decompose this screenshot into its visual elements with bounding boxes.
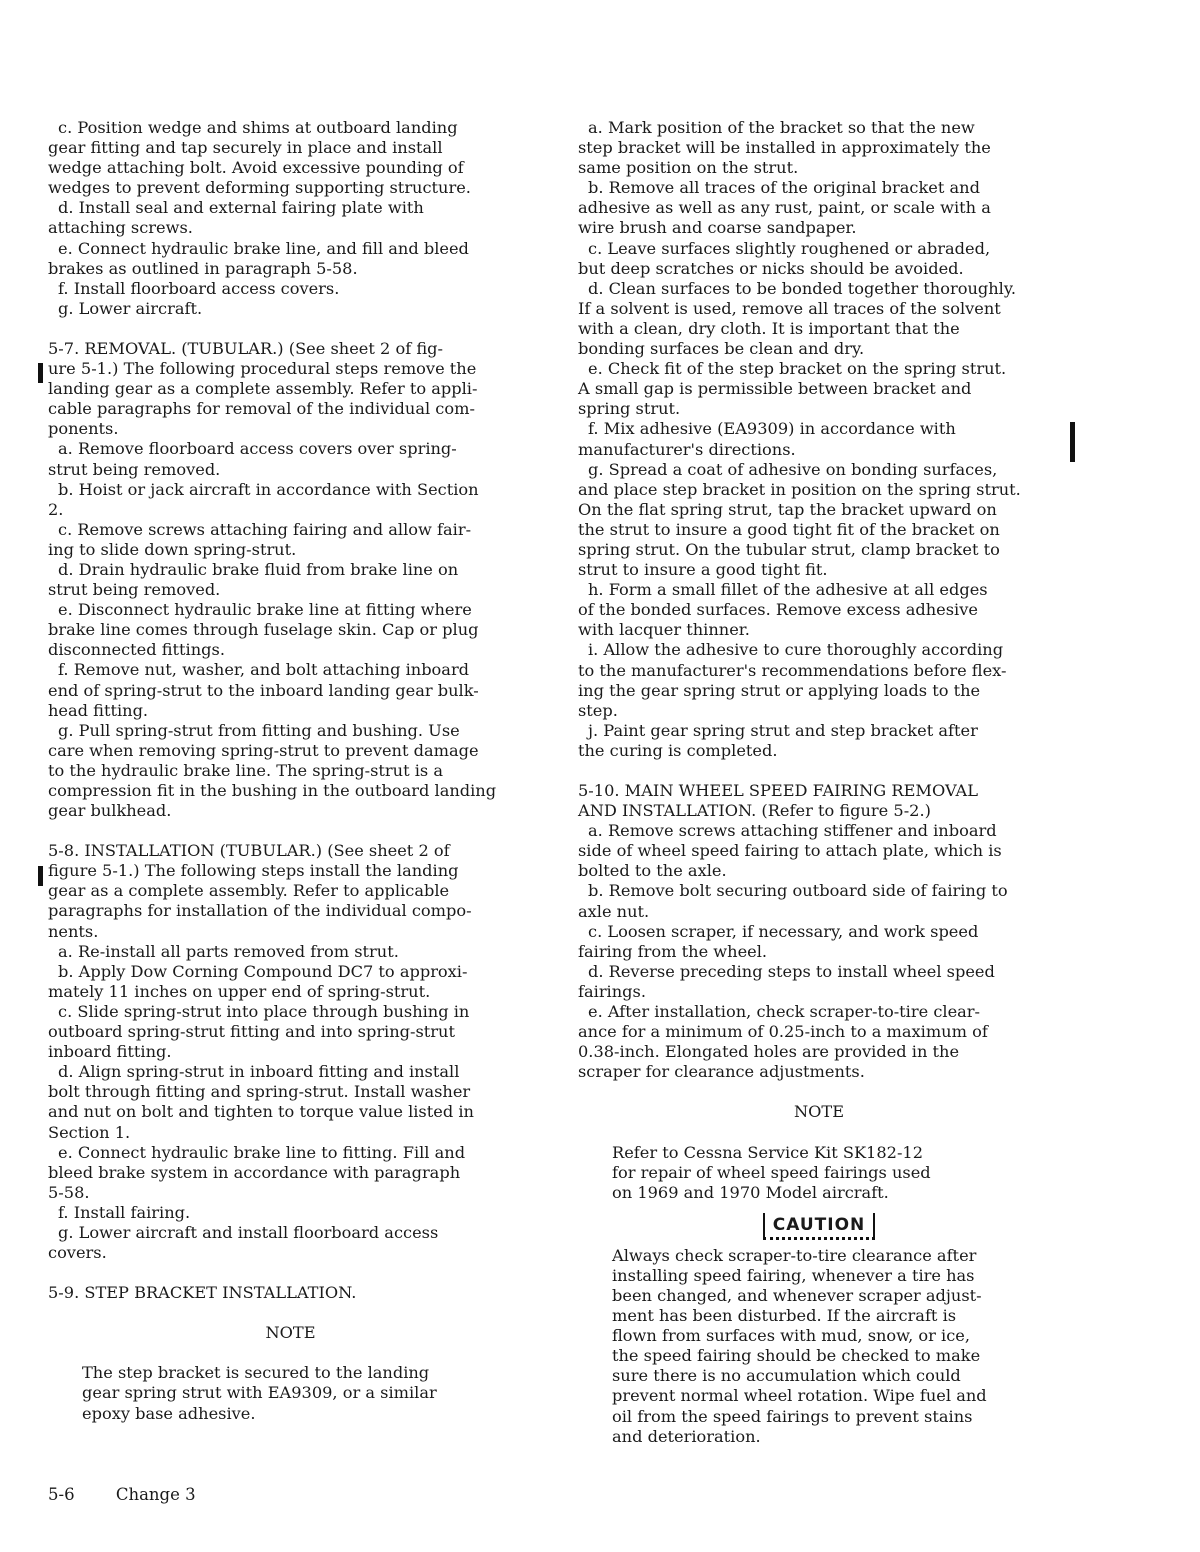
text-line: bleed brake system in accordance with paragraph xyxy=(48,1162,461,1182)
text-line: c. Slide spring-strut into place through bushing in xyxy=(58,1001,470,1021)
text-line: side of wheel speed fairing to attach plate, which is xyxy=(578,841,1002,861)
text-line: j. Paint gear spring strut and step bracket after xyxy=(588,720,978,740)
text-line: manufacturer's directions. xyxy=(578,439,796,459)
note-heading: NOTE xyxy=(265,1323,316,1343)
text-line: with a clean, dry cloth. It is important that the xyxy=(578,318,960,338)
caution-label: CAUTION xyxy=(763,1213,876,1240)
text-line: gear as a complete assembly. Refer to applicable xyxy=(48,881,450,901)
text-line: b. Apply Dow Corning Compound DC7 to approxi- xyxy=(58,961,468,981)
paragraph-gap xyxy=(48,319,533,339)
text-line: e. Connect hydraulic brake line to fitting. Fill and xyxy=(58,1142,466,1162)
text-line: Section 1. xyxy=(48,1122,131,1142)
text-line: 5-8. INSTALLATION (TUBULAR.) (See sheet 2 of xyxy=(48,841,450,861)
text-line: scraper for clearance adjustments. xyxy=(578,1062,865,1082)
text-line: gear bulkhead. xyxy=(48,801,172,821)
text-line: d. Clean surfaces to be bonded together thoroughly. xyxy=(588,278,1016,298)
text-line: inboard fitting. xyxy=(48,1042,172,1062)
text-line: axle nut. xyxy=(578,901,650,921)
paragraph-gap xyxy=(48,1343,533,1363)
text-line: a. Mark position of the bracket so that the new xyxy=(588,118,975,137)
note-text-line: installing speed fairing, whenever a tire has xyxy=(612,1265,975,1285)
page-footer xyxy=(48,1485,232,1504)
text-line: 2. xyxy=(48,499,64,519)
left-column xyxy=(48,118,533,1424)
text-line: ure 5-1.) The following procedural steps remove the xyxy=(48,359,477,379)
note-text-line: sure there is no accumulation which could xyxy=(612,1366,961,1386)
paragraph-gap xyxy=(578,1082,1060,1102)
text-line: strut being removed. xyxy=(48,459,221,479)
text-line: If a solvent is used, remove all traces of the solvent xyxy=(578,298,1001,318)
page-number: 5-6 xyxy=(48,1485,75,1504)
text-line: fairings. xyxy=(578,981,646,1001)
note-text-line: on 1969 and 1970 Model aircraft. xyxy=(612,1182,889,1202)
text-line: b. Remove all traces of the original bracket and xyxy=(588,178,980,198)
text-line: nents. xyxy=(48,921,99,941)
text-line: d. Install seal and external fairing plate with xyxy=(58,198,424,218)
text-line: a. Re-install all parts removed from strut. xyxy=(58,941,399,961)
text-line: g. Lower aircraft and install floorboard access xyxy=(58,1222,439,1242)
text-line: d. Reverse preceding steps to install wheel speed xyxy=(588,961,995,981)
text-line: ponents. xyxy=(48,419,119,439)
text-line: bolt through fitting and spring-strut. Install washer xyxy=(48,1082,471,1102)
text-line: of the bonded surfaces. Remove excess adhesive xyxy=(578,600,978,620)
text-line: bolted to the axle. xyxy=(578,861,727,881)
text-line: g. Spread a coat of adhesive on bonding surfaces, xyxy=(588,459,998,479)
text-line: spring strut. On the tubular strut, clamp bracket to xyxy=(578,539,1000,559)
note-text-line: the speed fairing should be checked to make xyxy=(612,1346,981,1366)
text-line: cable paragraphs for removal of the individual com- xyxy=(48,399,475,419)
text-line: figure 5-1.) The following steps install the landing xyxy=(48,861,459,881)
text-line: g. Lower aircraft. xyxy=(58,298,203,318)
text-line: a. Remove screws attaching stiffener and inboard xyxy=(588,821,997,841)
change-label: Change 3 xyxy=(115,1485,196,1504)
text-line: strut being removed. xyxy=(48,580,221,600)
text-line: 0.38-inch. Elongated holes are provided in the xyxy=(578,1042,960,1062)
text-line: AND INSTALLATION. (Refer to figure 5-2.) xyxy=(578,801,931,821)
text-line: a. Remove floorboard access covers over spring- xyxy=(58,439,457,459)
text-line: e. Disconnect hydraulic brake line at fitting where xyxy=(58,600,472,620)
text-line: adhesive as well as any rust, paint, or scale with a xyxy=(578,198,991,218)
text-line: the strut to insure a good tight fit of the bracket on xyxy=(578,519,1000,539)
note-text-line: for repair of wheel speed fairings used xyxy=(612,1162,931,1182)
text-line: same position on the strut. xyxy=(578,158,799,178)
text-line: landing gear as a complete assembly. Refer to appli- xyxy=(48,379,478,399)
paragraph-gap xyxy=(48,1263,533,1283)
note-text-line: prevent normal wheel rotation. Wipe fuel and xyxy=(612,1386,987,1406)
text-line: f. Install floorboard access covers. xyxy=(58,278,340,298)
text-line: brakes as outlined in paragraph 5-58. xyxy=(48,258,358,278)
text-line: to the manufacturer's recommendations before flex- xyxy=(578,660,1007,680)
note-text-line: been changed, and whenever scraper adjust- xyxy=(612,1285,982,1305)
paragraph-gap xyxy=(578,1123,1060,1143)
text-line: h. Form a small fillet of the adhesive at all edges xyxy=(588,580,988,600)
note-text-line: Refer to Cessna Service Kit SK182-12 xyxy=(612,1142,924,1162)
text-line: and place step bracket in position on the spring strut. xyxy=(578,479,1021,499)
text-line: but deep scratches or nicks should be avoided. xyxy=(578,258,964,278)
text-line: step. xyxy=(578,700,618,720)
text-line: i. Allow the adhesive to cure thoroughly according xyxy=(588,640,1004,660)
paragraph-gap xyxy=(48,1303,533,1323)
text-line: e. Check fit of the step bracket on the spring strut. xyxy=(588,359,1007,379)
text-line: strut to insure a good tight fit. xyxy=(578,560,828,580)
text-line: ance for a minimum of 0.25-inch to a maximum of xyxy=(578,1022,988,1042)
text-line: to the hydraulic brake line. The spring-strut is a xyxy=(48,760,443,780)
paragraph-gap xyxy=(578,761,1060,781)
note-text-line: flown from surfaces with mud, snow, or ice, xyxy=(612,1326,970,1346)
text-line: spring strut. xyxy=(578,399,681,419)
text-line: step bracket will be installed in approximately the xyxy=(578,138,991,158)
note-text-line: Always check scraper-to-tire clearance after xyxy=(612,1245,977,1265)
text-line: d. Drain hydraulic brake fluid from brake line on xyxy=(58,559,459,579)
text-line: g. Pull spring-strut from fitting and bushing. Use xyxy=(58,720,460,740)
text-line: b. Hoist or jack aircraft in accordance with Section xyxy=(58,479,479,499)
text-line: ing the gear spring strut or applying loads to the xyxy=(578,680,981,700)
text-line: b. Remove bolt securing outboard side of fairing to xyxy=(588,881,1008,901)
text-line: covers. xyxy=(48,1243,107,1263)
note-heading: NOTE xyxy=(793,1102,845,1122)
caution-banner xyxy=(578,1213,1060,1240)
text-line: f. Mix adhesive (EA9309) in accordance with xyxy=(588,419,956,439)
text-line: f. Install fairing. xyxy=(58,1202,191,1222)
note-text-line: epoxy base adhesive. xyxy=(82,1403,256,1423)
note-text-line: oil from the speed fairings to prevent stains xyxy=(612,1406,973,1426)
text-line: end of spring-strut to the inboard landing gear bulk- xyxy=(48,680,479,700)
text-line: brake line comes through fuselage skin. Cap or plug xyxy=(48,620,479,640)
text-line: 5-9. STEP BRACKET INSTALLATION. xyxy=(48,1283,357,1303)
text-line: 5-10. MAIN WHEEL SPEED FAIRING REMOVAL xyxy=(578,781,978,800)
text-line: 5-58. xyxy=(48,1182,90,1202)
text-line: compression fit in the bushing in the outboard landing xyxy=(48,781,497,800)
text-line: gear fitting and tap securely in place and install xyxy=(48,138,443,158)
text-line: c. Remove screws attaching fairing and allow fair- xyxy=(58,519,472,539)
text-line: fairing from the wheel. xyxy=(578,941,768,961)
text-line: with lacquer thinner. xyxy=(578,620,750,640)
text-line: d. Align spring-strut in inboard fitting and install xyxy=(58,1062,460,1082)
text-line: disconnected fittings. xyxy=(48,640,225,660)
text-line: c. Position wedge and shims at outboard landing xyxy=(58,118,458,137)
note-text-line: The step bracket is secured to the landing xyxy=(82,1363,430,1383)
text-line: f. Remove nut, washer, and bolt attaching inboard xyxy=(58,660,470,680)
text-line: wedge attaching bolt. Avoid excessive pounding of xyxy=(48,158,464,178)
text-line: and nut on bolt and tighten to torque value listed in xyxy=(48,1102,474,1122)
text-line: e. Connect hydraulic brake line, and fill and bleed xyxy=(58,238,469,258)
text-line: c. Loosen scraper, if necessary, and work speed xyxy=(588,921,979,941)
paragraph-gap xyxy=(48,821,533,841)
text-line: A small gap is permissible between bracket and xyxy=(578,379,972,399)
note-text-line: ment has been disturbed. If the aircraft is xyxy=(612,1306,957,1326)
right-column xyxy=(578,118,1060,1447)
text-line: outboard spring-strut fitting and into spring-strut xyxy=(48,1022,455,1042)
text-line: e. After installation, check scraper-to-tire clear- xyxy=(588,1002,981,1022)
text-line: ing to slide down spring-strut. xyxy=(48,539,297,559)
change-bar xyxy=(38,363,43,383)
text-line: wire brush and coarse sandpaper. xyxy=(578,218,857,238)
text-line: bonding surfaces be clean and dry. xyxy=(578,339,865,359)
text-line: On the flat spring strut, tap the bracket upward on xyxy=(578,499,997,519)
note-text-line: and deterioration. xyxy=(612,1426,761,1446)
text-line: head fitting. xyxy=(48,700,149,720)
text-line: paragraphs for installation of the individual compo- xyxy=(48,901,472,921)
text-line: attaching screws. xyxy=(48,218,193,238)
change-bar xyxy=(38,866,43,886)
change-bar xyxy=(1070,422,1075,462)
note-text-line: gear spring strut with EA9309, or a similar xyxy=(82,1383,437,1403)
text-line: 5-7. REMOVAL. (TUBULAR.) (See sheet 2 of fig- xyxy=(48,338,443,358)
text-line: c. Leave surfaces slightly roughened or abraded, xyxy=(588,238,991,258)
text-line: mately 11 inches on upper end of spring-strut. xyxy=(48,981,431,1001)
text-line: wedges to prevent deforming supporting structure. xyxy=(48,178,471,198)
text-line: the curing is completed. xyxy=(578,740,778,760)
text-line: care when removing spring-strut to prevent damage xyxy=(48,740,479,760)
